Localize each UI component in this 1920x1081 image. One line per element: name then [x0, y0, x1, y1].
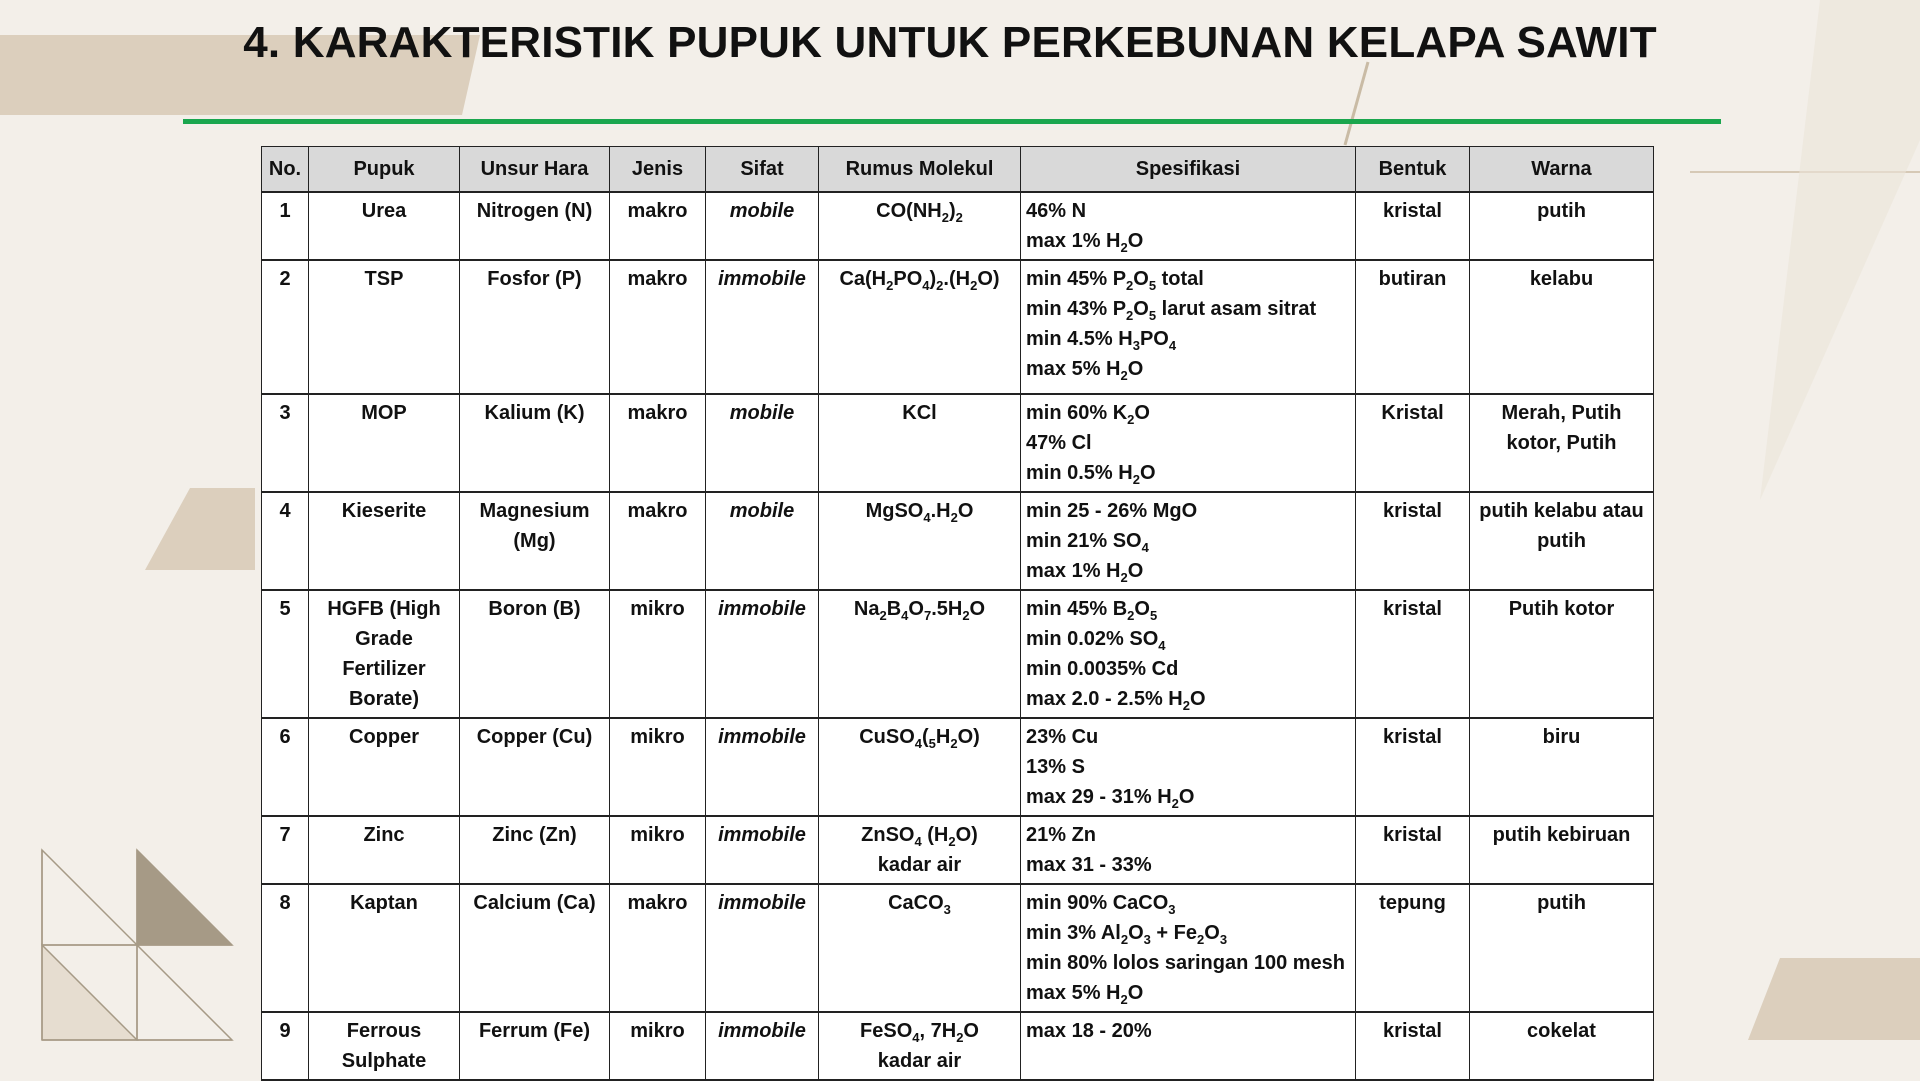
fertilizer-name-cell: Copper — [309, 718, 460, 816]
color-cell: kelabu — [1470, 260, 1654, 394]
type-cell: makro — [610, 192, 706, 260]
nutrient-cell: Nitrogen (N) — [460, 192, 610, 260]
spec-line: max 2.0 - 2.5% $H_2O$ — [1026, 688, 1206, 713]
spec-line: min 25 - 26% MgO — [1026, 500, 1198, 522]
form-cell: kristal — [1356, 718, 1470, 816]
table-row — [262, 394, 1654, 492]
spec-line: 13% S — [1026, 756, 1085, 778]
form-cell: kristal — [1356, 816, 1470, 884]
col-header: Jenis — [610, 147, 706, 193]
formula-cell: FeSO$_4$, $7H_2O$ kadar air — [819, 1012, 1021, 1080]
form-cell: Kristal — [1356, 394, 1470, 492]
spec-line: max 1% $H_2O$ — [1026, 230, 1144, 255]
specification-cell — [1021, 1012, 1356, 1080]
spec-line: min 60% $K_2O$ — [1026, 402, 1150, 427]
form-cell: butiran — [1356, 260, 1470, 394]
nutrient-cell: Kalium (K) — [460, 394, 610, 492]
formula-cell: CaCO$_3$ — [819, 884, 1021, 1012]
spec-line: max 5% $H_2O$ — [1026, 982, 1144, 1007]
type-cell: makro — [610, 884, 706, 1012]
right-light-stripe — [1760, 0, 1920, 500]
spec-line: min 0.02% $SO_4$ — [1026, 628, 1166, 653]
form-cell: kristal — [1356, 590, 1470, 718]
col-header: Spesifikasi — [1021, 147, 1356, 193]
type-cell: makro — [610, 394, 706, 492]
left-mid-band — [145, 488, 255, 570]
spec-line: min 0.5% $H_2O$ — [1026, 462, 1156, 487]
spec-line: max 29 - 31% $H_2O$ — [1026, 786, 1195, 811]
form-cell: kristal — [1356, 492, 1470, 590]
right-bottom-band — [1748, 958, 1920, 1040]
spec-line: 21% Zn — [1026, 824, 1097, 846]
specification-cell — [1021, 590, 1356, 718]
nutrient-cell: Zinc (Zn) — [460, 816, 610, 884]
spec-line: min 3% $Al_2O_3 + Fe_2O_3$ — [1026, 922, 1228, 947]
formula-cell: ZnSO$_4$ $(H_2O)$ kadar air — [819, 816, 1021, 884]
form-cell: kristal — [1356, 1012, 1470, 1080]
form-cell: kristal — [1356, 192, 1470, 260]
mobility-cell: immobile — [706, 816, 819, 884]
spec-line: min 43% $P_2O_5$ larut asam sitrat — [1026, 298, 1317, 323]
page-title: 4. KARAKTERISTIK PUPUK UNTUK PERKEBUNAN KELAPA SAWIT — [243, 18, 1657, 67]
nutrient-cell: Ferrum (Fe) — [460, 1012, 610, 1080]
no-cell: 8 — [262, 884, 309, 1012]
col-header: Pupuk — [309, 147, 460, 193]
spec-line: min 45% $B_2O_5$ — [1026, 598, 1158, 623]
table-row — [262, 884, 1654, 1012]
col-header: No. — [262, 147, 309, 193]
specification-cell — [1021, 394, 1356, 492]
triangle-pattern — [42, 850, 232, 1040]
specification-cell — [1021, 492, 1356, 590]
col-header: Rumus Molekul — [819, 147, 1021, 193]
type-cell: mikro — [610, 816, 706, 884]
fertilizer-name-cell: Kieserite — [309, 492, 460, 590]
spec-line: 47% Cl — [1026, 432, 1092, 454]
spec-line: min 0.0035% Cd — [1026, 658, 1179, 680]
no-cell: 6 — [262, 718, 309, 816]
mobility-cell: immobile — [706, 1012, 819, 1080]
fertilizer-name-cell: HGFB (High Grade Fertilizer Borate) — [309, 590, 460, 718]
fertilizer-table — [261, 146, 1654, 1081]
mobility-cell: immobile — [706, 718, 819, 816]
fertilizer-name-cell: Zinc — [309, 816, 460, 884]
spec-line: min 80% lolos saringan 100 mesh — [1026, 952, 1346, 974]
spec-line: min 21% $SO_4$ — [1026, 530, 1149, 555]
spec-line: min 4.5% $H_3PO_4$ — [1026, 328, 1177, 353]
mobility-cell: immobile — [706, 590, 819, 718]
specification-cell — [1021, 816, 1356, 884]
col-header: Sifat — [706, 147, 819, 193]
formula-cell: KCl — [819, 394, 1021, 492]
spec-line: max 5% $H_2O$ — [1026, 358, 1144, 383]
spec-line: max 31 - 33% — [1026, 854, 1152, 876]
table-row — [262, 492, 1654, 590]
specification-cell — [1021, 718, 1356, 816]
fertilizer-name-cell: Kaptan — [309, 884, 460, 1012]
table-row — [262, 260, 1654, 394]
diagonal-line — [1345, 62, 1368, 145]
specification-cell — [1021, 884, 1356, 1012]
nutrient-cell: Boron (B) — [460, 590, 610, 718]
col-header: Warna — [1470, 147, 1654, 193]
nutrient-cell: Calcium (Ca) — [460, 884, 610, 1012]
spec-line: max 1% $H_2O$ — [1026, 560, 1144, 585]
table-row — [262, 718, 1654, 816]
type-cell: mikro — [610, 1012, 706, 1080]
mobility-cell: immobile — [706, 884, 819, 1012]
no-cell: 1 — [262, 192, 309, 260]
color-cell: putih kelabu atau putih — [1470, 492, 1654, 590]
table-row — [262, 590, 1654, 718]
form-cell: tepung — [1356, 884, 1470, 1012]
no-cell: 9 — [262, 1012, 309, 1080]
mobility-cell: mobile — [706, 492, 819, 590]
nutrient-cell: Copper (Cu) — [460, 718, 610, 816]
fertilizer-name-cell: MOP — [309, 394, 460, 492]
no-cell: 4 — [262, 492, 309, 590]
nutrient-cell: Magnesium (Mg) — [460, 492, 610, 590]
color-cell: Putih kotor — [1470, 590, 1654, 718]
color-cell: cokelat — [1470, 1012, 1654, 1080]
no-cell: 5 — [262, 590, 309, 718]
fertilizer-name-cell: TSP — [309, 260, 460, 394]
formula-cell: $Na_2B_4O_7.5H_2O$ — [819, 590, 1021, 718]
title-underline — [183, 119, 1721, 124]
color-cell: putih kebiruan — [1470, 816, 1654, 884]
spec-line: 46% N — [1026, 200, 1087, 222]
fertilizer-name-cell: Ferrous Sulphate — [309, 1012, 460, 1080]
color-cell: putih — [1470, 884, 1654, 1012]
col-header: Bentuk — [1356, 147, 1470, 193]
col-header: Unsur Hara — [460, 147, 610, 193]
formula-cell: $MgSO_4.H_2O$ — [819, 492, 1021, 590]
spec-line: 23% Cu — [1026, 726, 1099, 748]
no-cell: 2 — [262, 260, 309, 394]
formula-cell: $CuSO_4(_5H_2O)$ — [819, 718, 1021, 816]
no-cell: 3 — [262, 394, 309, 492]
specification-cell — [1021, 192, 1356, 260]
color-cell: biru — [1470, 718, 1654, 816]
table-header-row — [262, 147, 1654, 193]
spec-line: min 90% CaCO$_3$ — [1026, 892, 1176, 917]
mobility-cell: immobile — [706, 260, 819, 394]
table-row — [262, 192, 1654, 260]
type-cell: mikro — [610, 590, 706, 718]
table-row — [262, 1012, 1654, 1080]
nutrient-cell: Fosfor (P) — [460, 260, 610, 394]
formula-cell: $Ca(H_2PO_4)_2.(H_2O)$ — [819, 260, 1021, 394]
type-cell: mikro — [610, 718, 706, 816]
formula-cell: $CO(NH_2)_2$ — [819, 192, 1021, 260]
type-cell: makro — [610, 260, 706, 394]
spec-line: min 45% $P_2O_5$ total — [1026, 268, 1204, 293]
spec-line: max 18 - 20% — [1026, 1020, 1152, 1042]
no-cell: 7 — [262, 816, 309, 884]
color-cell: Merah, Putih kotor, Putih — [1470, 394, 1654, 492]
type-cell: makro — [610, 492, 706, 590]
mobility-cell: mobile — [706, 394, 819, 492]
specification-cell — [1021, 260, 1356, 394]
color-cell: putih — [1470, 192, 1654, 260]
fertilizer-name-cell: Urea — [309, 192, 460, 260]
mobility-cell: mobile — [706, 192, 819, 260]
table-row — [262, 816, 1654, 884]
